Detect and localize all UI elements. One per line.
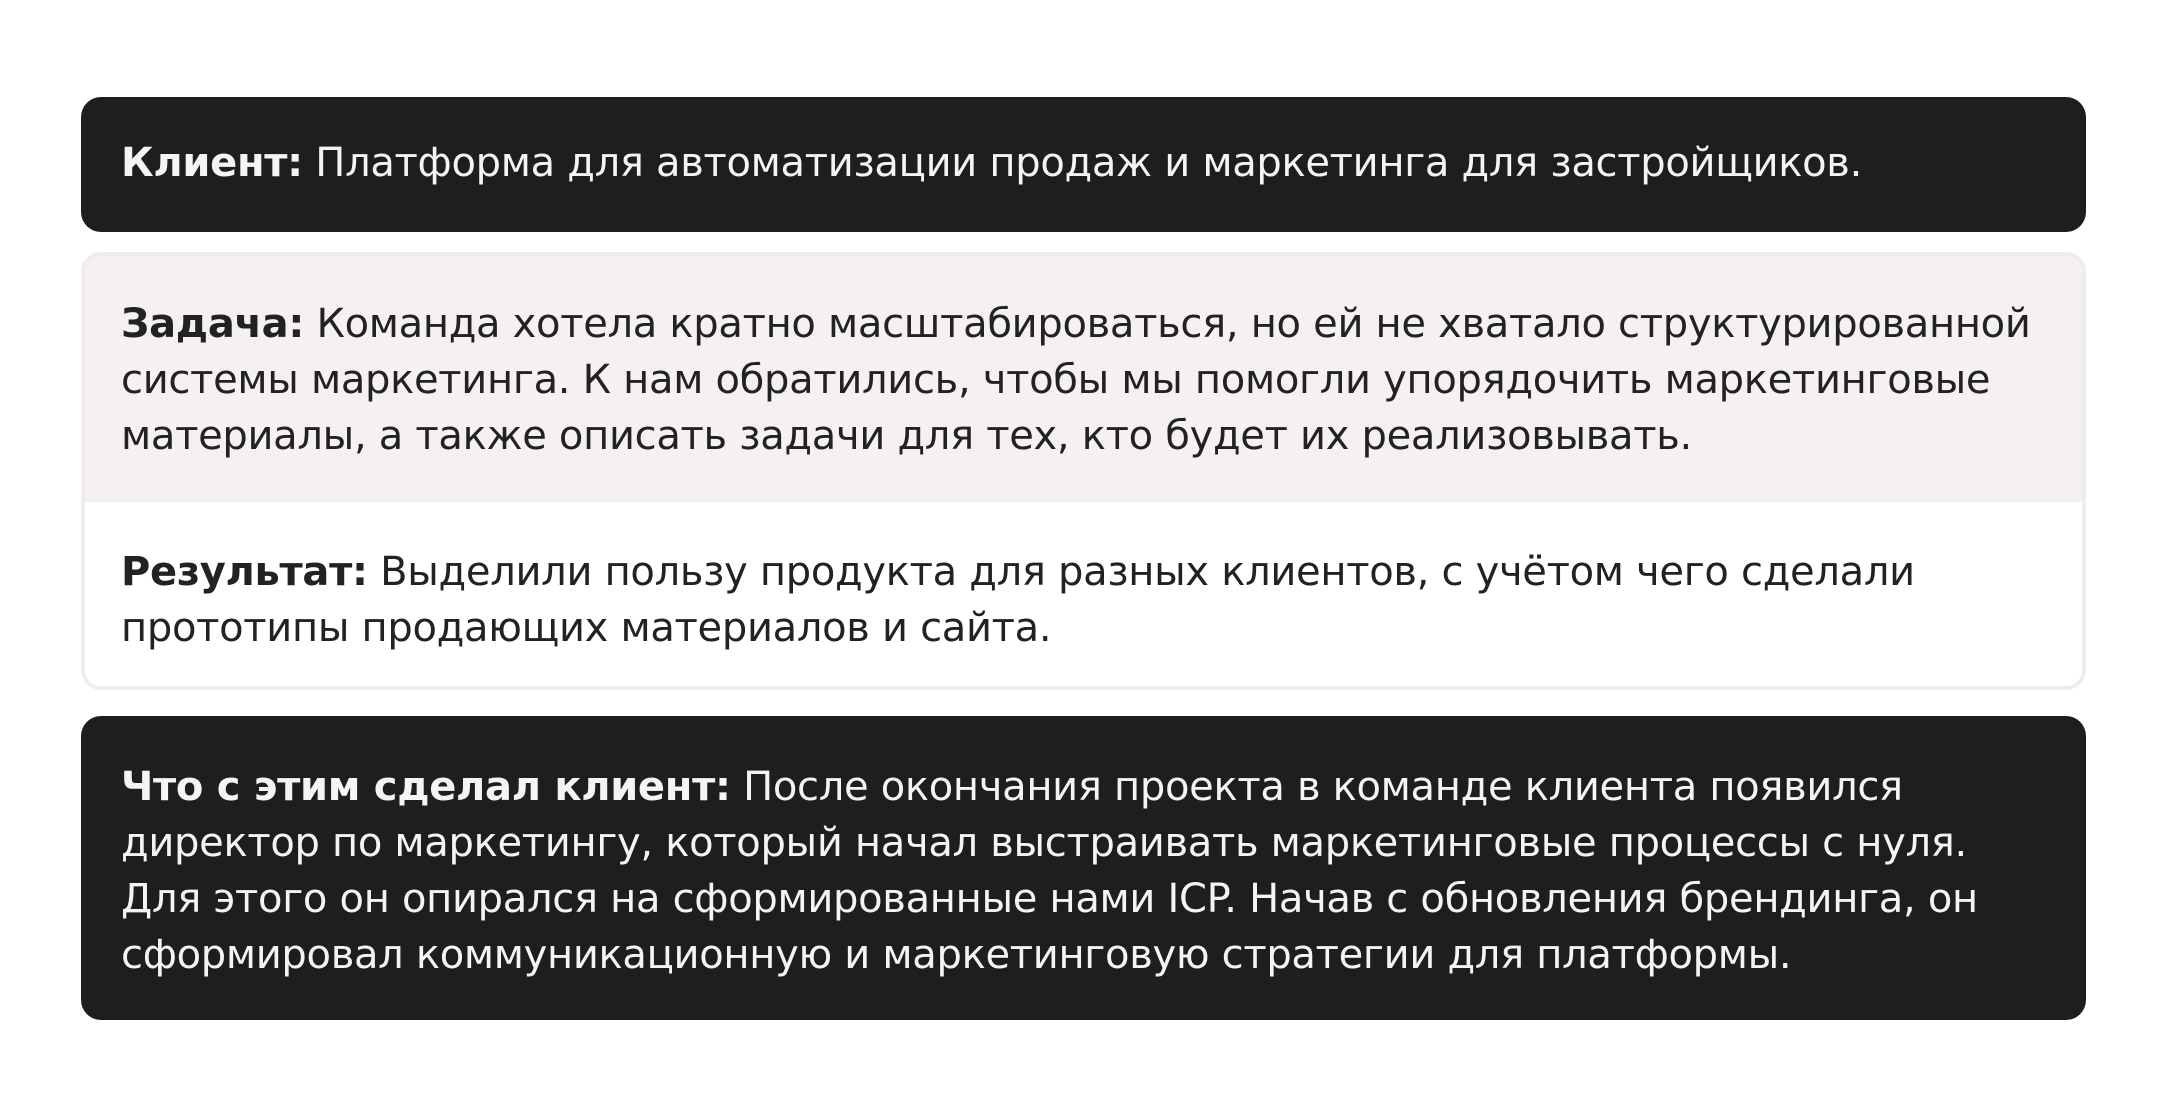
client-paragraph bbox=[121, 135, 2046, 191]
after-paragraph bbox=[121, 759, 2046, 983]
after-text: После окончания проекта в команде клиента появился директор по маркетингу, который начал выстраивать маркетинговые процессы с нуля. Для этого он опирался на сформированные нами ICP. Начав с обновления брендинга, он сформировал коммуникационную и маркетинговую стратегии для платформы. bbox=[121, 764, 1978, 978]
client-text: Платформа для автоматизации продаж и маркетинга для застройщиков. bbox=[302, 140, 1862, 186]
after-label: Что с этим сделал клиент: bbox=[121, 764, 731, 810]
after-card bbox=[81, 716, 2086, 1020]
result-section bbox=[85, 502, 2082, 686]
task-paragraph bbox=[121, 296, 2046, 464]
result-text: Выделили пользу продукта для разных клиентов, с учётом чего сделали прототипы продающих материалов и сайта. bbox=[121, 549, 1915, 651]
result-label: Результат: bbox=[121, 549, 368, 595]
result-paragraph bbox=[121, 544, 2046, 656]
task-result-card bbox=[81, 252, 2086, 690]
task-text: Команда хотела кратно масштабироваться, но ей не хватало структурированной системы маркетинга. К нам обратились, чтобы мы помогли упорядочить маркетинговые материалы, а также описать задачи для тех, кто будет их реализовывать. bbox=[121, 301, 2031, 459]
client-card bbox=[81, 97, 2086, 232]
client-label: Клиент: bbox=[121, 140, 303, 186]
task-section bbox=[85, 256, 2082, 502]
task-label: Задача: bbox=[121, 301, 305, 347]
